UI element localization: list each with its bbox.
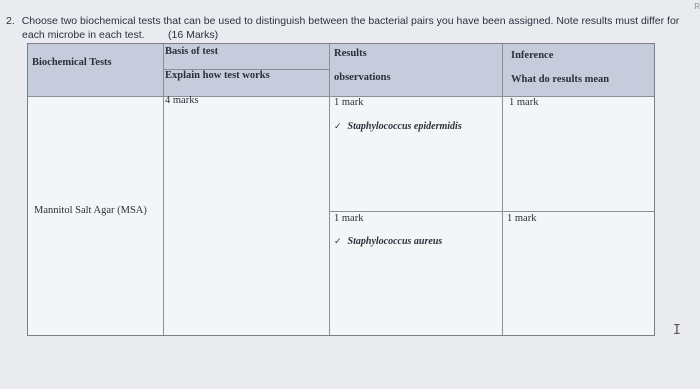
col-explain-how: Explain how test works (165, 70, 270, 81)
results-top-marks: 1 mark (334, 97, 364, 108)
results-top-entry (334, 121, 462, 132)
question-marks: (16 Marks) (168, 29, 219, 41)
question-line1: Choose two biochemical tests that can be used to distinguish between the bacterial pairs you have been assigned. Note results must differ for (21, 15, 680, 27)
row-label-msa: Mannitol Salt Agar (MSA) (34, 205, 147, 216)
corner-mark: R (694, 2, 700, 11)
col-results: Results (334, 48, 367, 59)
check-icon: ✓ (334, 122, 342, 132)
col-what-results-mean: What do results mean (511, 74, 610, 85)
inference-top-marks: 1 mark (509, 97, 539, 108)
column-divider (163, 44, 164, 335)
results-bottom-marks: 1 mark (334, 213, 364, 224)
results-split-line (329, 211, 654, 212)
column-divider (502, 44, 503, 335)
check-icon: ✓ (334, 237, 342, 247)
basis-marks: 4 marks (165, 95, 199, 106)
question-text (6, 14, 686, 42)
text-cursor-icon: I (673, 323, 681, 338)
inference-bottom-marks: 1 mark (507, 213, 537, 224)
question-line2: each microbe in each test. (22, 29, 145, 41)
col-basis-of-test: Basis of test (165, 46, 219, 57)
col-observations: observations (334, 72, 391, 83)
organism-aureus: Staphylococcus aureus (347, 236, 443, 247)
organism-epidermidis: Staphylococcus epidermidis (347, 121, 462, 132)
col-biochemical-tests: Biochemical Tests (32, 57, 112, 68)
question-number: 2. (6, 15, 15, 27)
col-inference: Inference (511, 50, 554, 61)
column-divider (329, 44, 330, 335)
results-bottom-entry (334, 236, 442, 247)
biochemical-tests-table (27, 43, 655, 336)
